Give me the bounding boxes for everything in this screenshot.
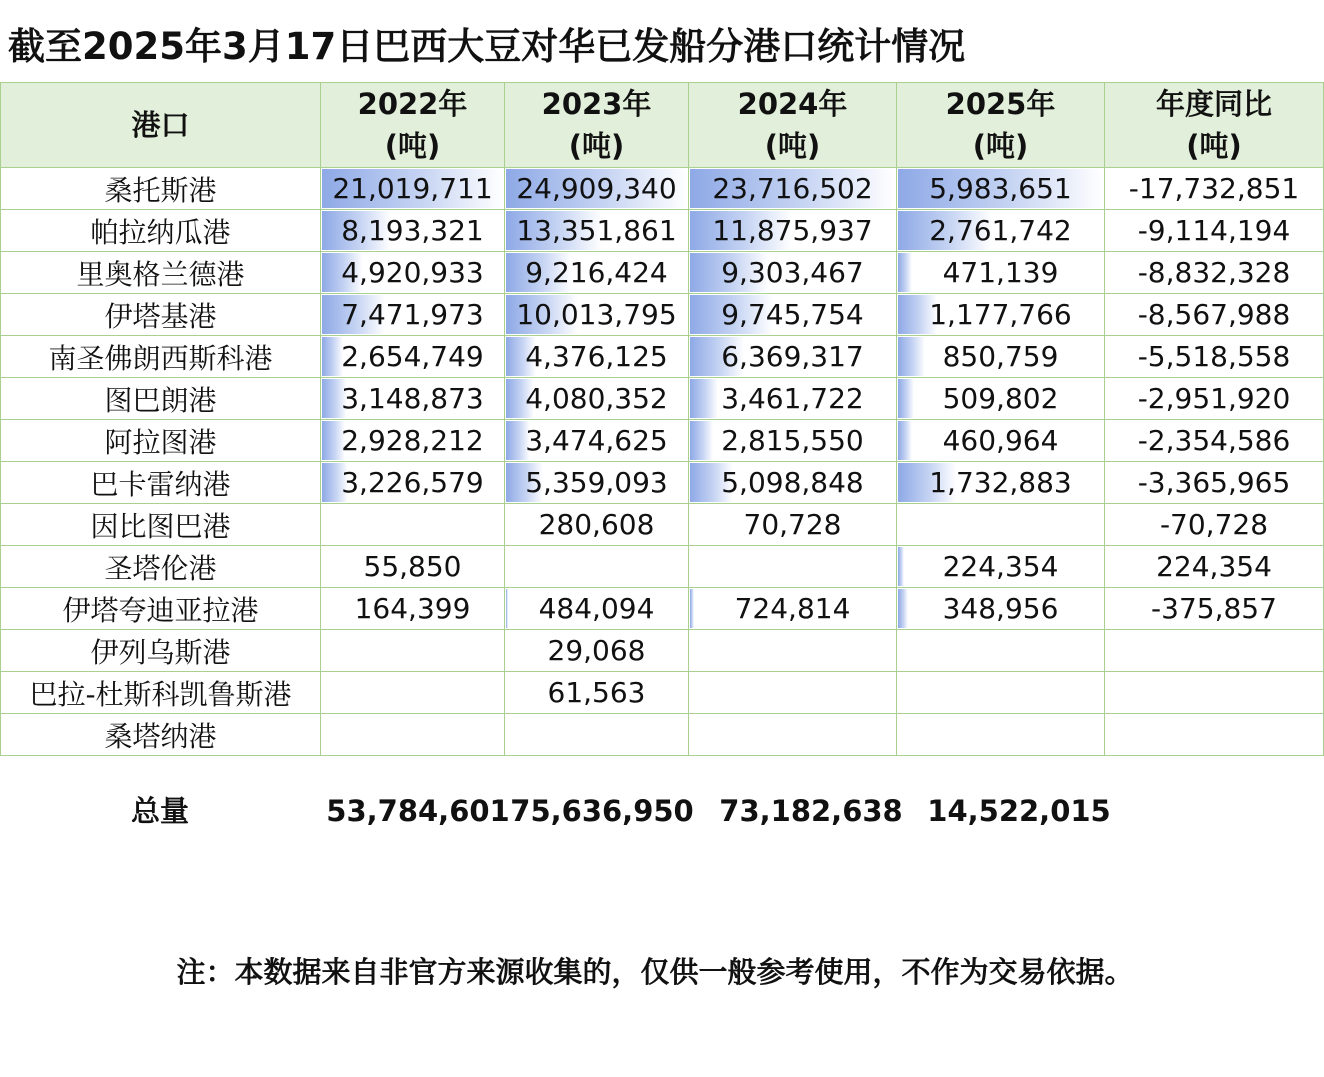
port-name-cell — [1, 546, 321, 588]
value-label: 2,928,212 — [341, 424, 484, 457]
data-bar — [690, 421, 713, 460]
value-label: 9,216,424 — [525, 256, 668, 289]
value-label: 164,399 — [354, 592, 471, 625]
value-cell — [689, 168, 897, 210]
table-row — [1, 462, 1324, 504]
value-label: 55,850 — [363, 550, 462, 583]
value-label: 724,814 — [734, 592, 851, 625]
column-header-title: 年度同比 — [1155, 87, 1272, 121]
value-label: 850,759 — [942, 340, 1059, 373]
column-header-title: 2025年 — [945, 87, 1056, 121]
value-cell — [505, 252, 689, 294]
table-row — [1, 378, 1324, 420]
table-row — [1, 588, 1324, 630]
port-name-cell — [1, 462, 321, 504]
yoy-cell — [1105, 504, 1324, 546]
column-header-unit: (吨) — [568, 129, 625, 163]
yoy-cell — [1105, 714, 1324, 756]
value-cell — [321, 294, 505, 336]
value-label: 3,226,579 — [341, 466, 484, 499]
value-label: 70,728 — [743, 508, 842, 541]
port-name-cell — [1, 294, 321, 336]
value-cell — [505, 210, 689, 252]
value-label: 509,802 — [942, 382, 1059, 415]
table-row — [1, 546, 1324, 588]
column-header-4 — [897, 83, 1105, 168]
value-cell — [321, 672, 505, 714]
port-name: 里奥格兰德港 — [76, 257, 245, 291]
yoy-value: -17,732,851 — [1128, 172, 1300, 205]
table-row — [1, 714, 1324, 756]
yoy-cell — [1105, 168, 1324, 210]
value-cell — [897, 252, 1105, 294]
value-cell — [505, 714, 689, 756]
value-label: 2,815,550 — [721, 424, 864, 457]
value-cell — [689, 378, 897, 420]
value-label: 11,875,937 — [712, 214, 873, 247]
table-row — [1, 168, 1324, 210]
value-cell — [505, 420, 689, 462]
value-cell — [689, 462, 897, 504]
yoy-cell — [1105, 210, 1324, 252]
value-cell — [897, 588, 1105, 630]
column-header-title: 2024年 — [737, 87, 848, 121]
port-name: 南圣佛朗西斯科港 — [48, 341, 273, 375]
value-cell — [689, 672, 897, 714]
yoy-cell — [1105, 252, 1324, 294]
value-label: 9,745,754 — [721, 298, 864, 331]
data-bar — [898, 547, 904, 586]
yoy-cell — [1105, 420, 1324, 462]
value-cell — [689, 294, 897, 336]
yoy-cell — [1105, 294, 1324, 336]
yoy-cell — [1105, 588, 1324, 630]
value-cell — [505, 294, 689, 336]
port-name: 帕拉纳瓜港 — [90, 215, 231, 249]
value-cell — [689, 714, 897, 756]
column-header-5 — [1105, 83, 1324, 168]
total-2024: 73,182,638 — [719, 794, 903, 828]
value-label: 2,761,742 — [929, 214, 1072, 247]
data-bar — [898, 379, 914, 418]
table-row — [1, 210, 1324, 252]
port-name-cell — [1, 714, 321, 756]
port-name-cell — [1, 672, 321, 714]
value-cell — [897, 630, 1105, 672]
value-label: 224,354 — [942, 550, 1059, 583]
value-cell — [897, 504, 1105, 546]
data-bar — [898, 421, 912, 460]
value-cell — [897, 210, 1105, 252]
column-header-0 — [1, 83, 321, 168]
total-2023: 75,636,950 — [510, 794, 694, 828]
value-label: 3,474,625 — [525, 424, 668, 457]
value-cell — [897, 420, 1105, 462]
column-header-unit: (吨) — [972, 129, 1029, 163]
data-bar — [898, 589, 908, 628]
yoy-value: -9,114,194 — [1137, 214, 1291, 247]
table-header-row — [1, 83, 1324, 168]
value-cell — [689, 336, 897, 378]
port-name: 桑托斯港 — [104, 173, 217, 207]
yoy-value: -375,857 — [1151, 592, 1277, 625]
value-label: 6,369,317 — [721, 340, 864, 373]
value-cell — [321, 252, 505, 294]
value-cell — [321, 378, 505, 420]
value-label: 10,013,795 — [516, 298, 677, 331]
total-2025: 14,522,015 — [927, 794, 1111, 828]
port-name-cell — [1, 210, 321, 252]
value-label: 3,148,873 — [341, 382, 484, 415]
yoy-value: -8,832,328 — [1137, 256, 1291, 289]
port-name: 伊塔基港 — [104, 299, 217, 333]
data-bar — [690, 379, 718, 418]
value-label: 1,732,883 — [929, 466, 1072, 499]
value-label: 5,983,651 — [929, 172, 1072, 205]
yoy-cell — [1105, 672, 1324, 714]
port-name: 图巴朗港 — [104, 383, 217, 417]
totals-row — [0, 790, 1323, 832]
column-header-title: 2022年 — [357, 87, 468, 121]
value-label: 61,563 — [547, 676, 646, 709]
value-label: 21,019,711 — [332, 172, 493, 205]
value-cell — [897, 294, 1105, 336]
yoy-value: -70,728 — [1159, 508, 1269, 541]
page-title: 截至2025年3月17日巴西大豆对华已发船分港口统计情况 — [8, 25, 966, 68]
port-name-cell — [1, 588, 321, 630]
value-label: 484,094 — [538, 592, 655, 625]
column-header-unit: (吨) — [384, 129, 441, 163]
port-name-cell — [1, 630, 321, 672]
value-label: 23,716,502 — [712, 172, 873, 205]
port-name: 伊列乌斯港 — [90, 635, 231, 669]
port-name: 因比图巴港 — [90, 509, 231, 543]
value-cell — [689, 546, 897, 588]
value-label: 4,920,933 — [341, 256, 484, 289]
port-name-cell — [1, 336, 321, 378]
data-bar — [690, 589, 694, 628]
totals-label: 总量 — [130, 794, 189, 828]
port-name-cell — [1, 420, 321, 462]
value-cell — [505, 588, 689, 630]
port-name-cell — [1, 252, 321, 294]
yoy-value: -2,354,586 — [1137, 424, 1291, 457]
table-row — [1, 630, 1324, 672]
value-cell — [321, 630, 505, 672]
table-row — [1, 252, 1324, 294]
port-statistics-table — [0, 82, 1324, 756]
port-name-cell — [1, 378, 321, 420]
data-bar — [898, 337, 925, 376]
value-cell — [897, 378, 1105, 420]
value-label: 9,303,467 — [721, 256, 864, 289]
yoy-cell — [1105, 546, 1324, 588]
column-header-unit: (吨) — [1186, 129, 1242, 163]
value-cell — [505, 672, 689, 714]
value-label: 13,351,861 — [516, 214, 677, 247]
value-cell — [321, 168, 505, 210]
value-label: 29,068 — [547, 634, 646, 667]
table-row — [1, 336, 1324, 378]
value-cell — [505, 546, 689, 588]
value-cell — [505, 336, 689, 378]
port-name-cell — [1, 168, 321, 210]
table-body — [1, 168, 1324, 756]
value-cell — [689, 252, 897, 294]
value-cell — [505, 462, 689, 504]
table-row — [1, 672, 1324, 714]
value-label: 4,080,352 — [525, 382, 668, 415]
value-label: 8,193,321 — [341, 214, 484, 247]
port-name: 巴卡雷纳港 — [90, 467, 231, 501]
value-cell — [321, 336, 505, 378]
value-label: 348,956 — [942, 592, 1059, 625]
value-cell — [321, 588, 505, 630]
value-cell — [505, 630, 689, 672]
value-label: 471,139 — [942, 256, 1059, 289]
yoy-cell — [1105, 336, 1324, 378]
value-cell — [897, 336, 1105, 378]
column-header-1 — [321, 83, 505, 168]
yoy-value: -5,518,558 — [1137, 340, 1291, 373]
value-label: 5,359,093 — [525, 466, 668, 499]
table-row — [1, 420, 1324, 462]
yoy-cell — [1105, 630, 1324, 672]
column-header-title: 2023年 — [541, 87, 652, 121]
port-name: 伊塔夸迪亚拉港 — [62, 593, 259, 627]
value-cell — [689, 588, 897, 630]
value-label: 2,654,749 — [341, 340, 484, 373]
value-label: 3,461,722 — [721, 382, 864, 415]
value-label: 460,964 — [942, 424, 1059, 457]
value-cell — [689, 630, 897, 672]
data-bar — [898, 253, 912, 292]
yoy-value: -8,567,988 — [1137, 298, 1291, 331]
port-name: 桑塔纳港 — [104, 719, 217, 753]
data-bar — [322, 337, 343, 376]
yoy-cell — [1105, 462, 1324, 504]
yoy-value: -2,951,920 — [1137, 382, 1291, 415]
data-bar — [506, 589, 508, 628]
value-cell — [321, 420, 505, 462]
value-label: 280,608 — [538, 508, 655, 541]
value-cell — [321, 462, 505, 504]
value-cell — [897, 462, 1105, 504]
column-header-3 — [689, 83, 897, 168]
value-cell — [321, 714, 505, 756]
value-cell — [321, 546, 505, 588]
value-label: 7,471,973 — [341, 298, 484, 331]
value-cell — [897, 714, 1105, 756]
yoy-cell — [1105, 378, 1324, 420]
port-name-cell — [1, 504, 321, 546]
column-header-2 — [505, 83, 689, 168]
value-cell — [897, 546, 1105, 588]
yoy-value: -3,365,965 — [1137, 466, 1291, 499]
value-cell — [505, 504, 689, 546]
value-cell — [897, 672, 1105, 714]
port-name: 巴拉-杜斯科凯鲁斯港 — [29, 677, 292, 711]
value-label: 5,098,848 — [721, 466, 864, 499]
disclaimer-note: 注：本数据来自非官方来源收集的，仅供一般参考使用，不作为交易依据。 — [176, 955, 1134, 989]
value-label: 24,909,340 — [516, 172, 677, 205]
yoy-value: 224,354 — [1156, 550, 1272, 583]
value-cell — [321, 210, 505, 252]
value-cell — [505, 378, 689, 420]
value-cell — [689, 210, 897, 252]
value-cell — [897, 168, 1105, 210]
value-label: 4,376,125 — [525, 340, 668, 373]
value-cell — [321, 504, 505, 546]
table-row — [1, 294, 1324, 336]
total-2022: 53,784,601 — [326, 794, 510, 828]
value-label: 1,177,766 — [929, 298, 1072, 331]
port-name: 圣塔伦港 — [104, 551, 217, 585]
value-cell — [505, 168, 689, 210]
value-cell — [689, 504, 897, 546]
port-name: 阿拉图港 — [104, 425, 217, 459]
column-header-title: 港口 — [131, 108, 190, 142]
column-header-unit: (吨) — [764, 129, 821, 163]
value-cell — [689, 420, 897, 462]
table-row — [1, 504, 1324, 546]
